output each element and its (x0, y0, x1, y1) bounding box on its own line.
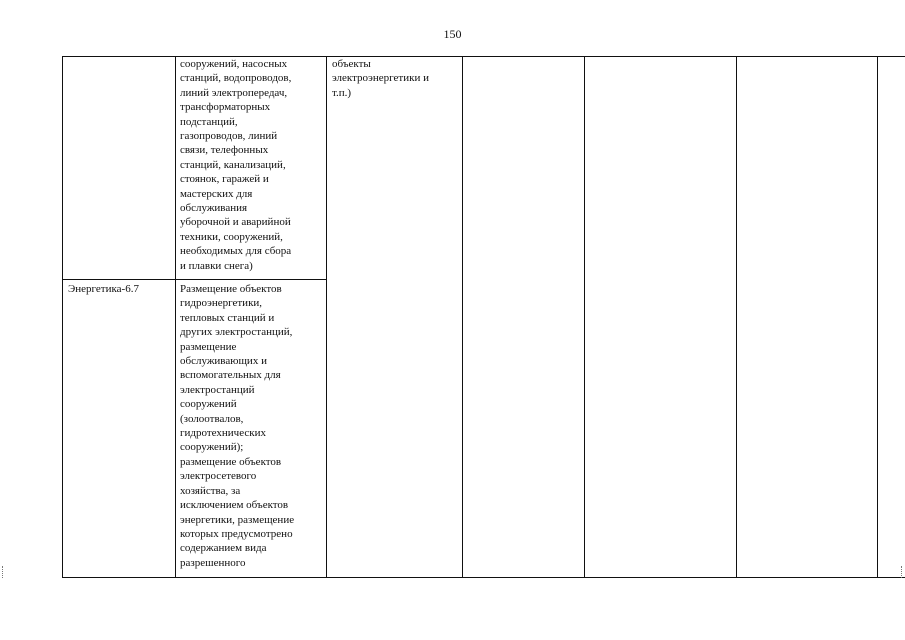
column-divider-5 (736, 56, 737, 578)
table-cell-permitted-objects: объекты электроэнергетики и т.п.) (332, 58, 429, 99)
table-cell-type-code: Энергетика-6.7 (68, 283, 139, 295)
scan-edge-mark-left (2, 566, 5, 578)
column-divider-4 (584, 56, 585, 578)
column-divider-2 (326, 56, 327, 578)
table-bottom-border (62, 577, 905, 578)
table-left-border (62, 56, 63, 578)
land-use-table (62, 56, 905, 578)
column-divider-1 (175, 56, 176, 578)
row-divider (62, 279, 327, 280)
column-divider-3 (462, 56, 463, 578)
table-right-border (877, 56, 878, 578)
page-number: 150 (443, 27, 462, 41)
table-cell-description: Размещение объектов гидроэнергетики, тепловых станций и других электростанций, размещение обслуживающих и вспомогательных для электростанций сооружений (золоотвалов, гидротехнических сооружений); размещение объектов электросетевого хозяйства, за исключением объектов энергетики, размещение которых предусмотрено содержанием вида разрешенного (180, 283, 295, 569)
scan-edge-mark-right (901, 566, 904, 578)
table-cell-description: сооружений, насосных станций, водопроводов, линий электропередач, трансформаторных подстанций, газопроводов, линий связи, телефонных станций, канализаций, стоянок, гаражей и мастерских для обслуживания уборочной и аварийной техники, сооружений, необходимых для сбора и плавки снега) (180, 58, 292, 272)
